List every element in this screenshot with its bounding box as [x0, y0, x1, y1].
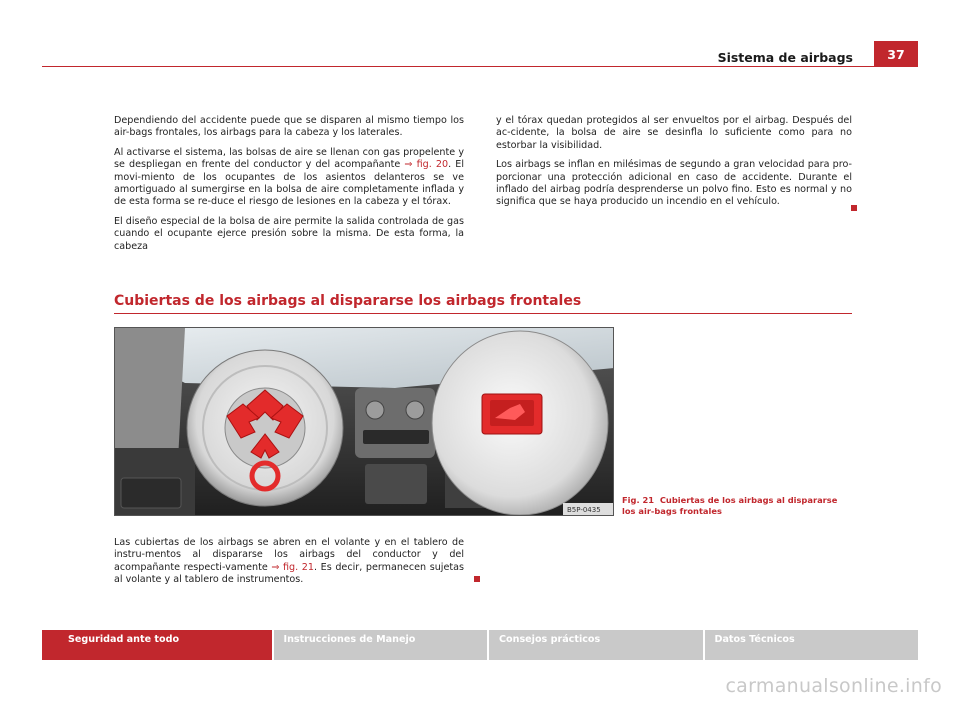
paragraph-text: Al activarse el sistema, las bolsas de aire se llenan con gas propelente y se despliegan en frente del conductor y del acompañante — [114, 146, 464, 171]
footer-tab-seguridad[interactable]: Seguridad ante todo — [42, 630, 272, 660]
section-rule — [114, 313, 852, 314]
paragraph — [114, 537, 464, 587]
paragraph: Dependiendo del accidente puede que se disparen al mismo tiempo los air-bags frontales, los airbags para la cabeza y los laterales. — [114, 115, 464, 139]
paragraph: y el tórax quedan protegidos al ser envueltos por el airbag. Después del ac-cidente, la bolsa de aire se desinfla lo suficiente como para no estorbar la visibilidad. — [496, 115, 852, 151]
paragraph — [114, 147, 464, 209]
header-rule — [42, 66, 918, 67]
figure-reference-link[interactable]: ⇒ fig. 21 — [271, 561, 314, 573]
watermark: carmanualsonline.info — [725, 675, 942, 697]
figure-caption-label: Fig. 21 — [622, 495, 655, 505]
paragraph-text: . El movi-miento de los ocupantes de los asientos delanteros se ve amortiguado al sumergirse en la bolsa de aire completamente inflada y de esta forma se re-duce el riesgo de lesiones en la cabeza y el tórax. — [114, 159, 465, 208]
figure-code: B5P-0435 — [567, 506, 601, 514]
airbag-figure — [114, 327, 614, 516]
figure-caption — [622, 495, 852, 517]
section-end-marker — [851, 205, 857, 211]
section-title: Cubiertas de los airbags al dispararse los airbags frontales — [114, 293, 582, 309]
page-header-title: Sistema de airbags — [717, 50, 853, 65]
footer-tab-datos[interactable]: Datos Técnicos — [705, 630, 919, 660]
figure-caption-text: Cubiertas de los airbags al dispararse los air-bags frontales — [622, 495, 838, 516]
page-number: 37 — [874, 41, 918, 67]
right-text-column — [496, 115, 852, 216]
paragraph: Los airbags se inflan en milésimas de segundo a gran velocidad para pro-porcionar una protección adicional en caso de accidente. Durante el inflado del airbag podría desprenderse un polvo fino. Esto es normal y no significa que se haya producido un incendio en el vehículo. — [496, 159, 852, 208]
footer-tab-consejos[interactable]: Consejos prácticos — [489, 630, 703, 660]
paragraph-text: . Es decir, permanecen sujetas al volante y al tablero de instrumentos. — [114, 561, 464, 586]
paragraph-text: Las cubiertas de los airbags se abren en el volante y en el tablero de instru-mentos al dispararse los airbags del conductor y del acompañante respecti-vamente — [114, 537, 464, 573]
left-text-column — [114, 115, 464, 260]
figure-reference-link[interactable]: ⇒ fig. 20 — [404, 159, 449, 171]
paragraph: El diseño especial de la bolsa de aire permite la salida controlada de gas cuando el ocupante ejerce presión sobre la misma. De esta forma, la cabeza — [114, 215, 464, 252]
footer-tab-instrucciones[interactable]: Instrucciones de Manejo — [274, 630, 488, 660]
section-end-marker — [474, 576, 480, 582]
bottom-text-column — [114, 537, 464, 594]
airbag-illustration — [115, 328, 614, 516]
footer-nav — [42, 630, 918, 660]
